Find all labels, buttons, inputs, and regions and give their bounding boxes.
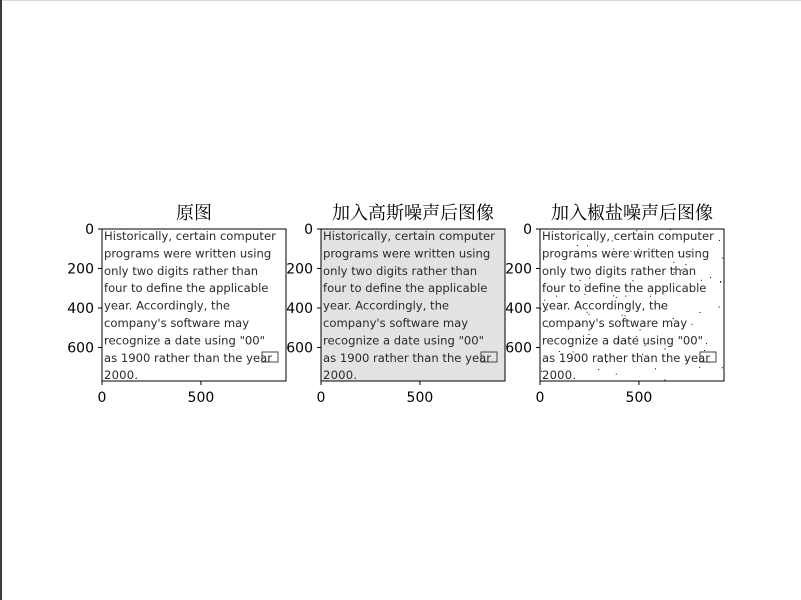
- noise-pixel: [618, 375, 619, 376]
- noise-pixel: [590, 372, 591, 373]
- noise-pixel: [718, 268, 719, 269]
- noise-pixel: [598, 369, 599, 370]
- noise-pixel: [626, 377, 627, 378]
- noise-pixel: [655, 368, 656, 369]
- noise-pixel: [623, 279, 624, 280]
- image-text-line: only two digits rather than: [323, 263, 478, 278]
- noise-pixel: [705, 297, 706, 298]
- noise-pixel: [681, 378, 682, 379]
- y-tick-label: 0: [304, 222, 313, 238]
- y-tick-label: 200: [67, 261, 94, 278]
- noise-pixel: [687, 261, 688, 262]
- noise-pixel: [722, 258, 723, 259]
- image-text-line: recognize a date using "00": [323, 333, 484, 348]
- noise-pixel: [692, 324, 693, 325]
- image-text-line: recognize a date using "00": [104, 333, 265, 348]
- noise-pixel: [716, 297, 717, 298]
- x-tick-label: 0: [316, 390, 326, 406]
- image-panel-0: [67, 203, 286, 406]
- noise-pixel: [706, 343, 707, 344]
- noise-pixel: [722, 367, 723, 368]
- image-text-line: four to define the applicable: [323, 281, 488, 296]
- y-tick-label: 0: [85, 222, 94, 238]
- noise-pixel: [673, 262, 674, 263]
- noise-pixel: [720, 281, 721, 282]
- noise-pixel: [650, 296, 651, 297]
- noise-pixel: [569, 349, 570, 350]
- image-text-line: company's software may: [542, 316, 688, 330]
- image-text-line: Historically, certain computer: [323, 229, 495, 243]
- x-tick-label: 500: [625, 390, 653, 406]
- panel-title: 加入椒盐噪声后图像: [551, 203, 713, 224]
- noise-pixel: [697, 314, 698, 315]
- image-text-line: company's software may: [323, 316, 469, 330]
- y-tick-label: 0: [523, 222, 532, 238]
- noise-pixel: [719, 240, 720, 241]
- noise-pixel: [690, 309, 691, 310]
- image-text-line: 2000.: [323, 368, 357, 383]
- image-panel-1: [286, 203, 505, 406]
- noise-pixel: [721, 349, 722, 350]
- image-panel-2: [505, 203, 724, 406]
- y-tick-label: 400: [505, 300, 532, 317]
- noise-pixel: [655, 331, 656, 332]
- noise-pixel: [625, 296, 626, 297]
- noise-pixel: [616, 374, 617, 375]
- image-text-line: company's software may: [104, 316, 250, 330]
- noise-pixel: [687, 376, 688, 377]
- noise-pixel: [613, 295, 614, 296]
- noise-pixel: [556, 296, 557, 297]
- image-text-line: Historically, certain computer: [104, 229, 276, 243]
- y-tick-label: 200: [286, 261, 313, 278]
- noise-pixel: [717, 290, 718, 291]
- image-text-line: only two digits rather than: [104, 263, 259, 278]
- noise-pixel: [707, 313, 708, 314]
- y-tick-label: 600: [286, 340, 313, 357]
- noise-pixel: [622, 370, 623, 371]
- noise-pixel: [589, 314, 590, 315]
- image-text-line: recognize a date using "00": [542, 333, 703, 348]
- image-text-line: programs were written using: [542, 246, 710, 261]
- y-tick-label: 200: [505, 261, 532, 278]
- noise-pixel: [710, 277, 711, 278]
- image-text-line: year. Accordingly, the: [323, 298, 450, 313]
- image-text-line: four to define the applicable: [542, 281, 707, 296]
- x-tick-label: 500: [406, 390, 434, 406]
- image-text-line: as 1900 rather than the year: [323, 350, 491, 365]
- noise-pixel: [665, 349, 666, 350]
- image-text-line: year. Accordingly, the: [104, 298, 231, 313]
- panel-title: 原图: [176, 203, 212, 224]
- noise-pixel: [700, 312, 701, 313]
- x-tick-label: 0: [535, 390, 545, 406]
- image-text-line: as 1900 rather than the year: [542, 350, 710, 365]
- image-text-line: only two digits rather than: [542, 263, 697, 278]
- image-text-line: four to define the applicable: [104, 281, 269, 296]
- noise-pixel: [662, 262, 663, 263]
- image-text-line: year. Accordingly, the: [542, 298, 669, 313]
- image-text-line: 2000.: [104, 368, 138, 383]
- image-text-line: programs were written using: [323, 246, 491, 261]
- y-tick-label: 400: [286, 300, 313, 317]
- y-tick-label: 400: [67, 300, 94, 317]
- image-text-line: programs were written using: [104, 246, 272, 261]
- panel-title: 加入高斯噪声后图像: [332, 203, 494, 224]
- image-text-line: as 1900 rather than the year: [104, 350, 272, 365]
- noise-pixel: [719, 306, 720, 307]
- y-tick-label: 600: [67, 340, 94, 357]
- noise-pixel: [699, 367, 700, 368]
- noise-pixel: [592, 378, 593, 379]
- x-tick-label: 500: [187, 390, 215, 406]
- image-text-line: 2000.: [542, 368, 576, 383]
- noise-pixel: [664, 380, 665, 381]
- image-text-line: Historically, certain computer: [542, 229, 714, 243]
- x-tick-label: 0: [97, 390, 107, 406]
- y-tick-label: 600: [505, 340, 532, 357]
